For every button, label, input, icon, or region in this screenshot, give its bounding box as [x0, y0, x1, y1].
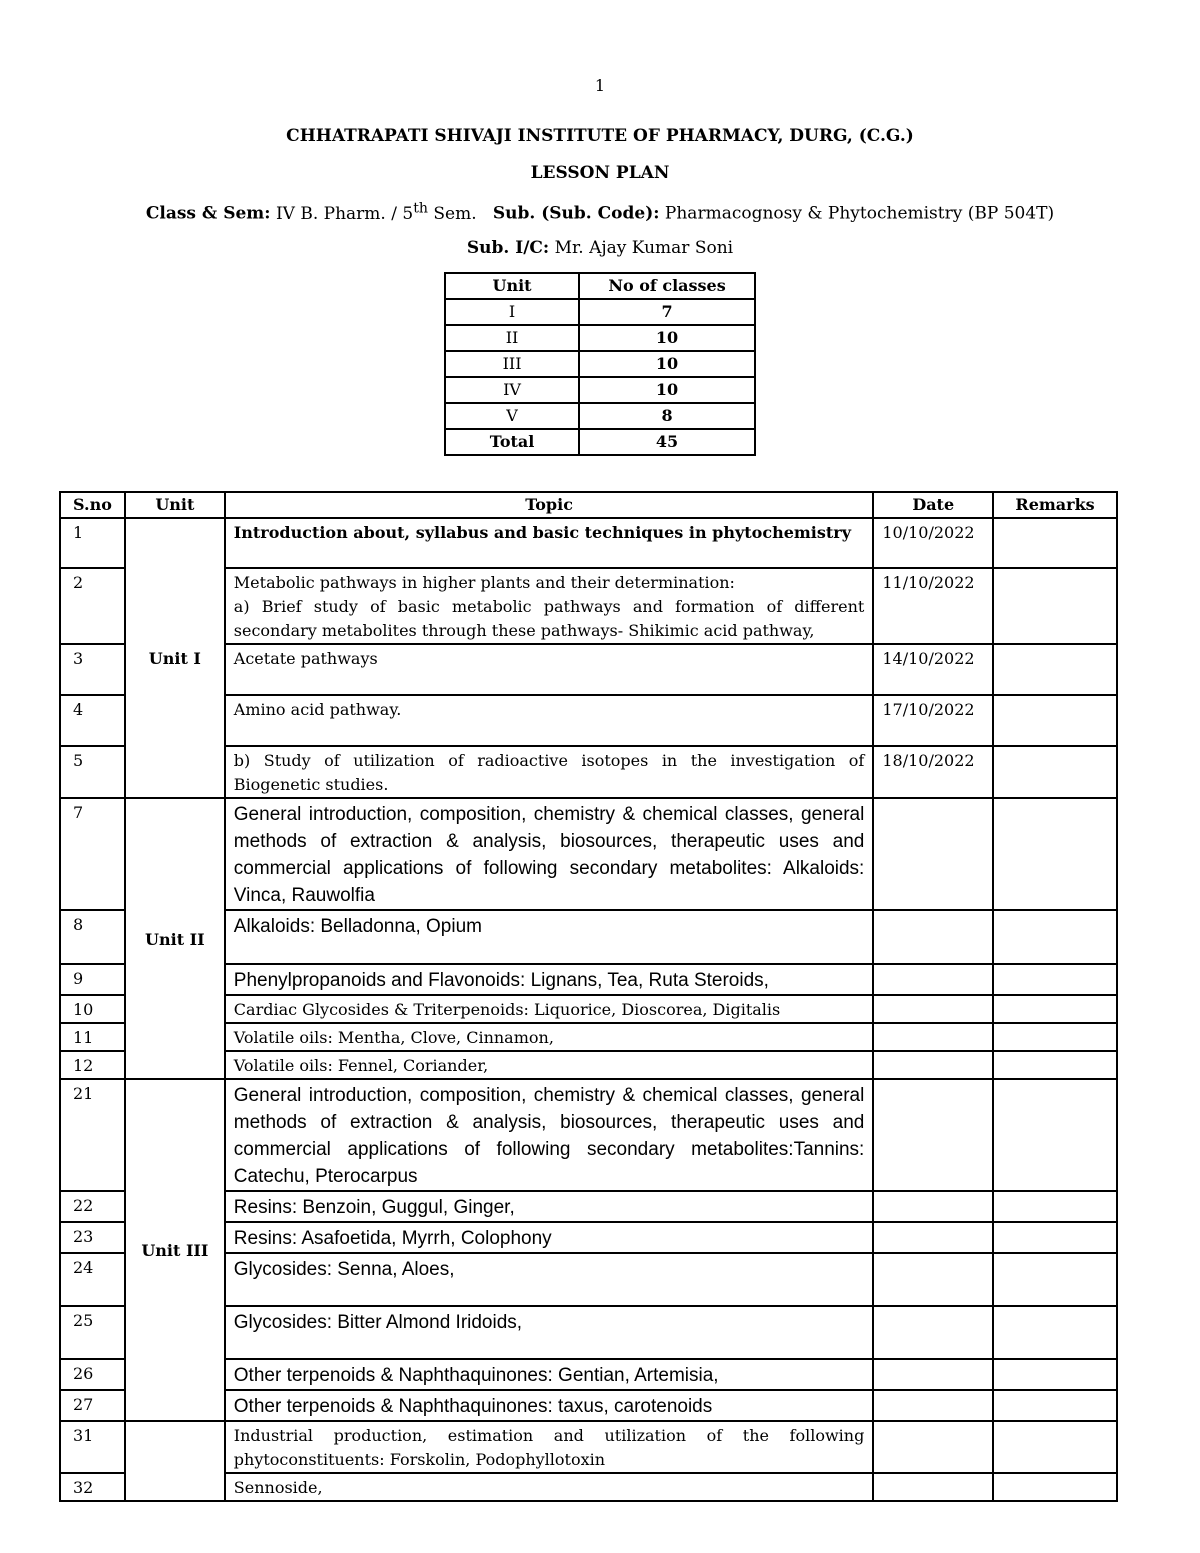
- table-row: [60, 798, 1117, 910]
- summary-row: [445, 325, 755, 351]
- summary-total-row: [445, 429, 755, 455]
- remarks-cell: [993, 1473, 1117, 1501]
- summary-header-classes: No of classes: [579, 273, 755, 299]
- topic-cell: Cardiac Glycosides & Triterpenoids: Liquorice, Dioscorea, Digitalis: [225, 995, 874, 1023]
- sno-cell: 24: [60, 1253, 125, 1306]
- subject-code-value: Pharmacognosy & Phytochemistry (BP 504T): [664, 203, 1055, 224]
- institute-name: CHHATRAPATI SHIVAJI INSTITUTE OF PHARMACY, DURG, (C.G.): [286, 126, 914, 146]
- remarks-cell: [993, 1051, 1117, 1079]
- summary-total-label: Total: [445, 429, 579, 455]
- date-cell: 18/10/2022: [873, 746, 993, 798]
- header-sno: S.no: [60, 492, 125, 518]
- date-cell: [873, 1023, 993, 1051]
- sno-cell: 1: [60, 518, 125, 568]
- remarks-cell: [993, 568, 1117, 644]
- header-remarks: Remarks: [993, 492, 1117, 518]
- sno-cell: 32: [60, 1473, 125, 1501]
- topic-cell: [225, 568, 874, 644]
- remarks-cell: [993, 910, 1117, 964]
- remarks-cell: [993, 964, 1117, 995]
- document-title: LESSON PLAN: [530, 163, 670, 183]
- subject-incharge-label: Sub. I/C:: [466, 238, 550, 258]
- sno-cell: 5: [60, 746, 125, 798]
- date-cell: [873, 995, 993, 1023]
- remarks-cell: [993, 1023, 1117, 1051]
- unit-cell: Unit I: [125, 518, 225, 798]
- class-sem-value: IV B. Pharm. / 5th Sem.: [275, 200, 477, 224]
- summary-total-value: 45: [579, 429, 755, 455]
- summary-unit: V: [445, 403, 579, 429]
- sno-cell: 21: [60, 1079, 125, 1191]
- topic-cell: Other terpenoids & Naphthaquinones: taxus, carotenoids: [225, 1390, 874, 1421]
- summary-classes: 10: [579, 351, 755, 377]
- remarks-cell: [993, 695, 1117, 746]
- remarks-cell: [993, 1359, 1117, 1390]
- date-cell: [873, 1051, 993, 1079]
- sno-cell: 8: [60, 910, 125, 964]
- date-cell: [873, 1359, 993, 1390]
- topic-cell: b) Study of utilization of radioactive isotopes in the investigation of Biogenetic studies.: [225, 746, 874, 798]
- unit-cell: Unit II: [125, 798, 225, 1079]
- summary-unit: IV: [445, 377, 579, 403]
- topic-cell: Amino acid pathway.: [225, 695, 874, 746]
- topic-cell: Volatile oils: Fennel, Coriander,: [225, 1051, 874, 1079]
- summary-row: [445, 403, 755, 429]
- sno-cell: 12: [60, 1051, 125, 1079]
- date-cell: [873, 1079, 993, 1191]
- topic-cell: Other terpenoids & Naphthaquinones: Gentian, Artemisia,: [225, 1359, 874, 1390]
- remarks-cell: [993, 798, 1117, 910]
- date-cell: 14/10/2022: [873, 644, 993, 695]
- topic-cell: Volatile oils: Mentha, Clove, Cinnamon,: [225, 1023, 874, 1051]
- remarks-cell: [993, 1191, 1117, 1222]
- summary-classes: 7: [579, 299, 755, 325]
- topic-subline: a) Brief study of basic metabolic pathways and formation of different secondary metabolites through these pathways- Shikimic acid pathway,: [233, 597, 865, 640]
- summary-unit: I: [445, 299, 579, 325]
- page-number: 1: [594, 76, 606, 95]
- table-row: [60, 518, 1117, 568]
- class-sem-line: [0, 200, 1200, 224]
- date-cell: [873, 910, 993, 964]
- topic-cell: Glycosides: Bitter Almond Iridoids,: [225, 1306, 874, 1359]
- date-cell: [873, 1421, 993, 1473]
- remarks-cell: [993, 1390, 1117, 1421]
- date-cell: [873, 798, 993, 910]
- summary-unit: II: [445, 325, 579, 351]
- sno-cell: 25: [60, 1306, 125, 1359]
- sno-cell: 22: [60, 1191, 125, 1222]
- remarks-cell: [993, 746, 1117, 798]
- topic-cell: Alkaloids: Belladonna, Opium: [225, 910, 874, 964]
- sno-cell: 10: [60, 995, 125, 1023]
- sno-cell: 9: [60, 964, 125, 995]
- remarks-cell: [993, 1222, 1117, 1253]
- topic-cell: Glycosides: Senna, Aloes,: [225, 1253, 874, 1306]
- summary-classes: 10: [579, 325, 755, 351]
- sno-cell: 2: [60, 568, 125, 644]
- remarks-cell: [993, 1421, 1117, 1473]
- date-cell: [873, 1306, 993, 1359]
- summary-row: [445, 299, 755, 325]
- remarks-cell: [993, 644, 1117, 695]
- date-cell: [873, 1473, 993, 1501]
- topic-cell: Sennoside,: [225, 1473, 874, 1501]
- date-cell: [873, 1253, 993, 1306]
- topic-cell: Phenylpropanoids and Flavonoids: Lignans, Tea, Ruta Steroids,: [225, 964, 874, 995]
- unit-cell: Unit III: [125, 1079, 225, 1421]
- unit-cell: [125, 1421, 225, 1501]
- summary-header-unit: Unit: [445, 273, 579, 299]
- summary-unit: III: [445, 351, 579, 377]
- remarks-cell: [993, 1079, 1117, 1191]
- sno-cell: 7: [60, 798, 125, 910]
- date-cell: [873, 964, 993, 995]
- topic-cell: Industrial production, estimation and utilization of the following phytoconstituents: Forskolin, Podophyllotoxin: [225, 1421, 874, 1473]
- topic-cell: General introduction, composition, chemistry & chemical classes, general methods of extraction & analysis, biosources, therapeutic uses and commercial applications of following secondary metabolites:Tannins: Catechu, Pterocarpus: [225, 1079, 874, 1191]
- plan-header-row: [60, 492, 1117, 518]
- class-summary-table: [444, 272, 756, 456]
- date-cell: 10/10/2022: [873, 518, 993, 568]
- remarks-cell: [993, 995, 1117, 1023]
- topic-line: Metabolic pathways in higher plants and their determination:: [233, 573, 735, 592]
- remarks-cell: [993, 518, 1117, 568]
- date-cell: 11/10/2022: [873, 568, 993, 644]
- sno-cell: 31: [60, 1421, 125, 1473]
- topic-cell: Acetate pathways: [225, 644, 874, 695]
- summary-classes: 10: [579, 377, 755, 403]
- header-date: Date: [873, 492, 993, 518]
- topic-cell: Resins: Benzoin, Guggul, Ginger,: [225, 1191, 874, 1222]
- remarks-cell: [993, 1253, 1117, 1306]
- date-cell: [873, 1222, 993, 1253]
- header-unit: Unit: [125, 492, 225, 518]
- summary-classes: 8: [579, 403, 755, 429]
- subject-incharge-line: [0, 238, 1200, 258]
- subject-incharge-value: Mr. Ajay Kumar Soni: [554, 238, 734, 258]
- topic-cell: Introduction about, syllabus and basic techniques in phytochemistry: [225, 518, 874, 568]
- subject-code-label: Sub. (Sub. Code):: [492, 203, 660, 224]
- date-cell: [873, 1390, 993, 1421]
- sno-cell: 26: [60, 1359, 125, 1390]
- summary-row: [445, 351, 755, 377]
- lesson-plan-table: [59, 491, 1118, 1502]
- date-cell: 17/10/2022: [873, 695, 993, 746]
- sno-cell: 4: [60, 695, 125, 746]
- date-cell: [873, 1191, 993, 1222]
- topic-cell: General introduction, composition, chemistry & chemical classes, general methods of extraction & analysis, biosources, therapeutic uses and commercial applications of following secondary metabolites: Alkaloids: Vinca, Rauwolfia: [225, 798, 874, 910]
- sno-cell: 3: [60, 644, 125, 695]
- remarks-cell: [993, 1306, 1117, 1359]
- topic-cell: Resins: Asafoetida, Myrrh, Colophony: [225, 1222, 874, 1253]
- sno-cell: 11: [60, 1023, 125, 1051]
- table-row: [60, 1079, 1117, 1191]
- table-row: [60, 1421, 1117, 1473]
- header-topic: Topic: [225, 492, 874, 518]
- class-sem-label: Class & Sem:: [145, 203, 271, 224]
- summary-row: [445, 377, 755, 403]
- sno-cell: 23: [60, 1222, 125, 1253]
- sno-cell: 27: [60, 1390, 125, 1421]
